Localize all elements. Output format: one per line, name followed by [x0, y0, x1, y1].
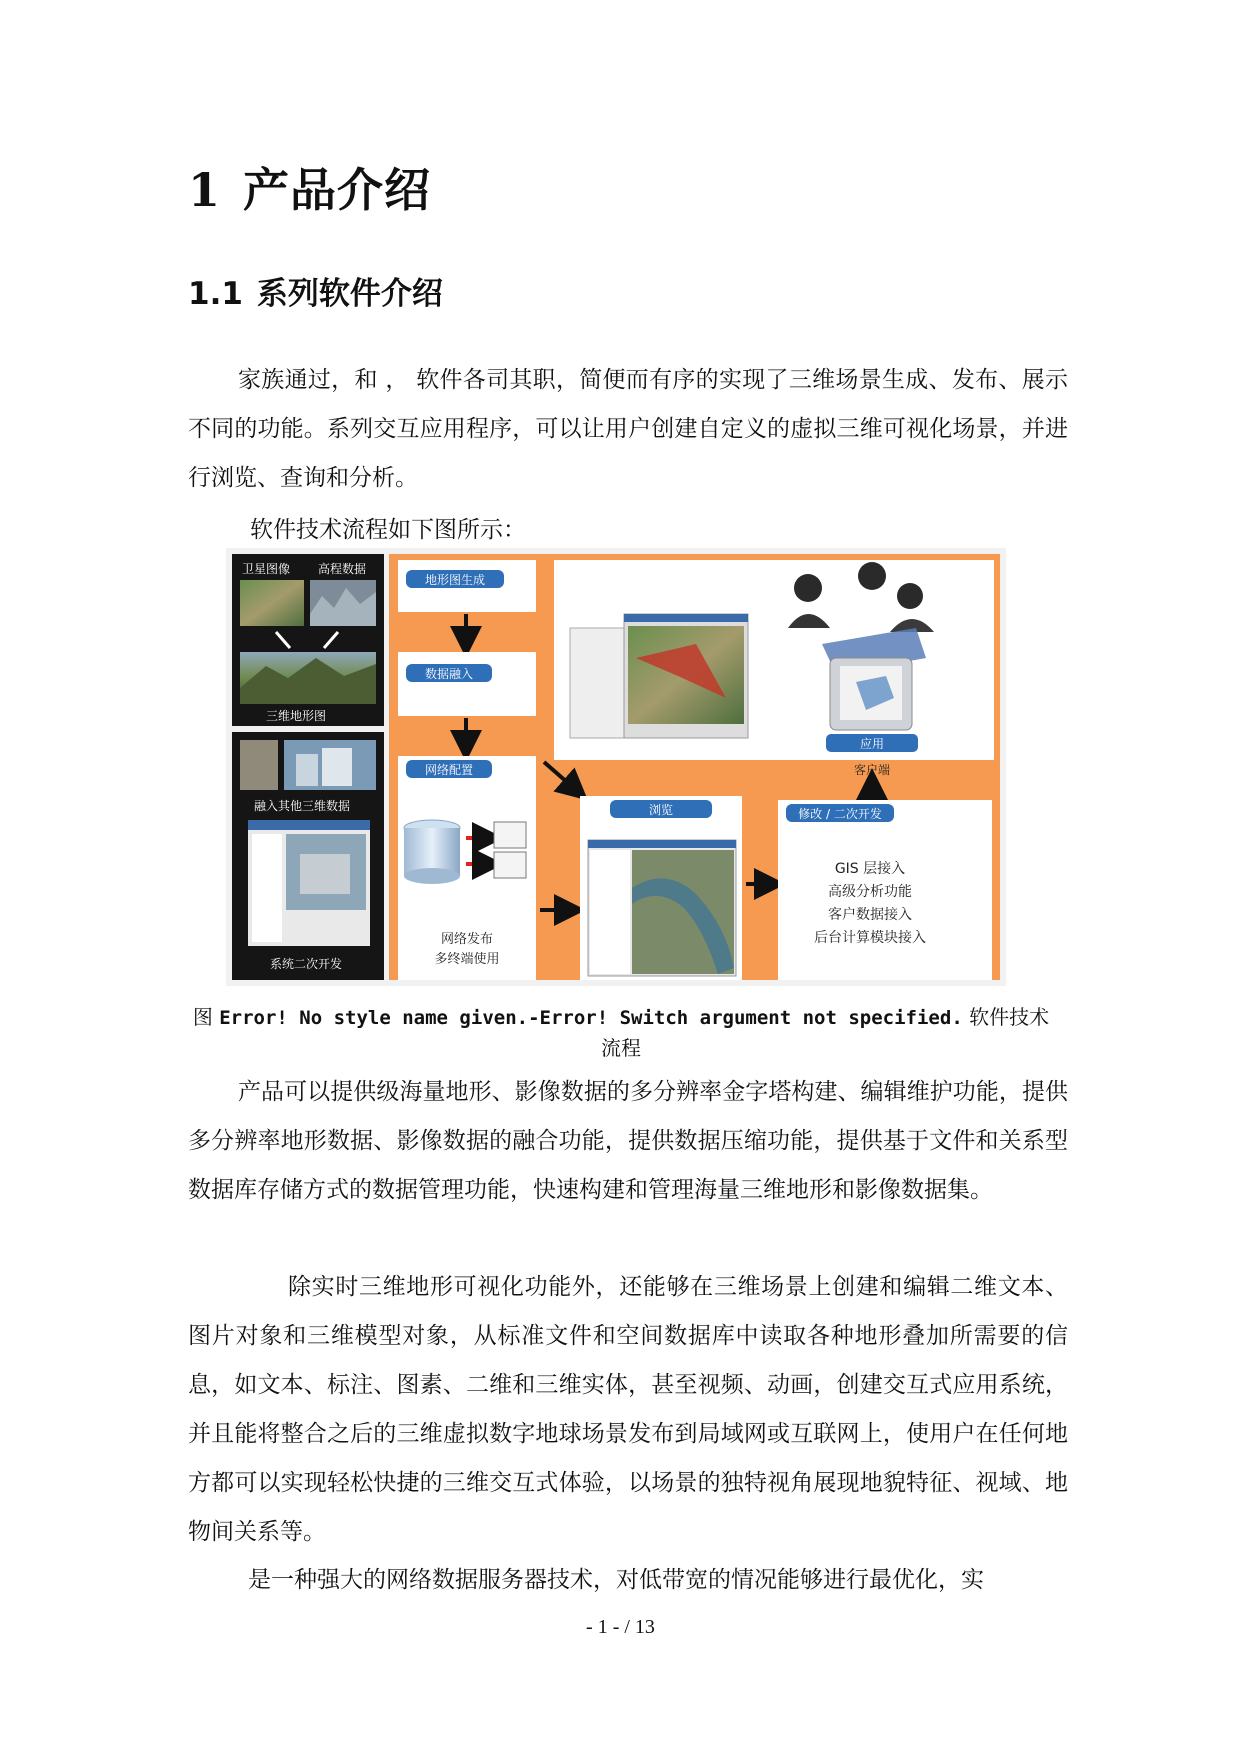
person-head-1: [794, 574, 822, 602]
dev-screenshot-building: [300, 854, 350, 894]
modify-label: 修改 / 二次开发: [798, 807, 882, 821]
paragraph-server: 是一种强大的网络数据服务器技术，对低带宽的情况能够进行最优化，实: [248, 1567, 984, 1593]
building-block-2: [322, 748, 352, 786]
terrain-gen-label: 地形图生成: [424, 573, 486, 587]
dev-screenshot-titlebar: [248, 820, 370, 830]
workflow-diagram: [226, 548, 1006, 986]
caption-suffix: 软件技术流程: [601, 1005, 1050, 1060]
paragraph-figure-intro: 软件技术流程如下图所示：: [250, 517, 526, 543]
workflow-figure: [226, 548, 1006, 986]
caption-error-text: Error! No style name given.-Error! Switch argument not specified.: [219, 1007, 963, 1029]
data-fusion-label: 数据融入: [424, 667, 474, 681]
dev-item-analysis: 高级分析功能: [828, 884, 912, 900]
terminal-icon-1: [494, 822, 526, 848]
apply-label: 应用: [859, 737, 885, 751]
data-fusion-box: [398, 652, 536, 716]
figure-caption: [188, 1002, 1054, 1063]
paragraph-visualization: 除实时三维地形可视化功能外，还能够在三维场景上创建和编辑二维文本、图片对象和三维模型对象，从标准文件和空间数据库中读取各种地形叠加所需要的信息，如文本、标注、图素、二维和三维实体，甚至视频、动画，创建交互式应用系统，并且能将整合之后的三维虚拟数字地球场景发布到局域网或互联网上，使用户在任何地方都可以实现轻松快捷的三维交互式体验，以场景的独特视角展现地貌特征、视域、地物间关系等。: [188, 1274, 1068, 1545]
chapter-number: 1: [188, 163, 222, 217]
small-window: [570, 628, 628, 738]
chapter-heading: [188, 160, 431, 220]
section-heading: [188, 272, 443, 316]
terminal-icon-2: [494, 852, 526, 878]
building-block-1: [296, 754, 318, 786]
multi-terminal-label: 多终端使用: [434, 952, 500, 967]
terrain-label: 三维地形图: [266, 709, 327, 723]
section-number: 1.1: [188, 276, 243, 312]
satellite-label: 卫星图像: [242, 562, 291, 576]
browse-window-titlebar: [588, 840, 736, 848]
dev-item-customer-data: 客户数据接入: [828, 907, 912, 923]
network-config-label: 网络配置: [424, 763, 474, 777]
browse-sidebar: [590, 850, 630, 974]
satellite-image: [240, 580, 304, 626]
section-title: 系列软件介绍: [256, 276, 443, 312]
client-label: 客户端: [853, 763, 891, 777]
person-head-2: [858, 562, 886, 590]
dev-item-gis: GIS 层接入: [834, 861, 906, 877]
chapter-title: 产品介绍: [243, 163, 432, 217]
caption-prefix: 图: [192, 1005, 213, 1029]
dev-label: 系统二次开发: [270, 957, 343, 971]
paragraph-intro: 家族通过，和 ， 软件各司其职，简便而有序的实现了三维场景生成、发布、展示不同的功能。系列交互应用程序，可以让用户创建自定义的虚拟三维可视化场景，并进行浏览、查询和分析。: [188, 367, 1068, 491]
database-bottom: [404, 868, 460, 884]
browse-label: 浏览: [648, 803, 674, 817]
dev-item-backend: 后台计算模块接入: [814, 930, 926, 946]
paragraph-features: 产品可以提供级海量地形、影像数据的多分辨率金字塔构建、编辑维护功能，提供多分辨率地形数据、影像数据的融合功能，提供数据压缩功能，提供基于文件和关系型数据库存储方式的数据管理功能，快速构建和管理海量三维地形和影像数据集。: [188, 1079, 1068, 1203]
dev-screenshot-tree: [252, 834, 282, 942]
gis-window-titlebar: [624, 614, 748, 622]
building-photo: [240, 740, 278, 790]
network-publish-label: 网络发布: [440, 932, 494, 947]
elevation-label: 高程数据: [318, 562, 367, 576]
person-head-3: [897, 583, 923, 609]
page-number: - 1 - / 13: [586, 1616, 655, 1638]
fusion-label: 融入其他三维数据: [254, 799, 351, 813]
